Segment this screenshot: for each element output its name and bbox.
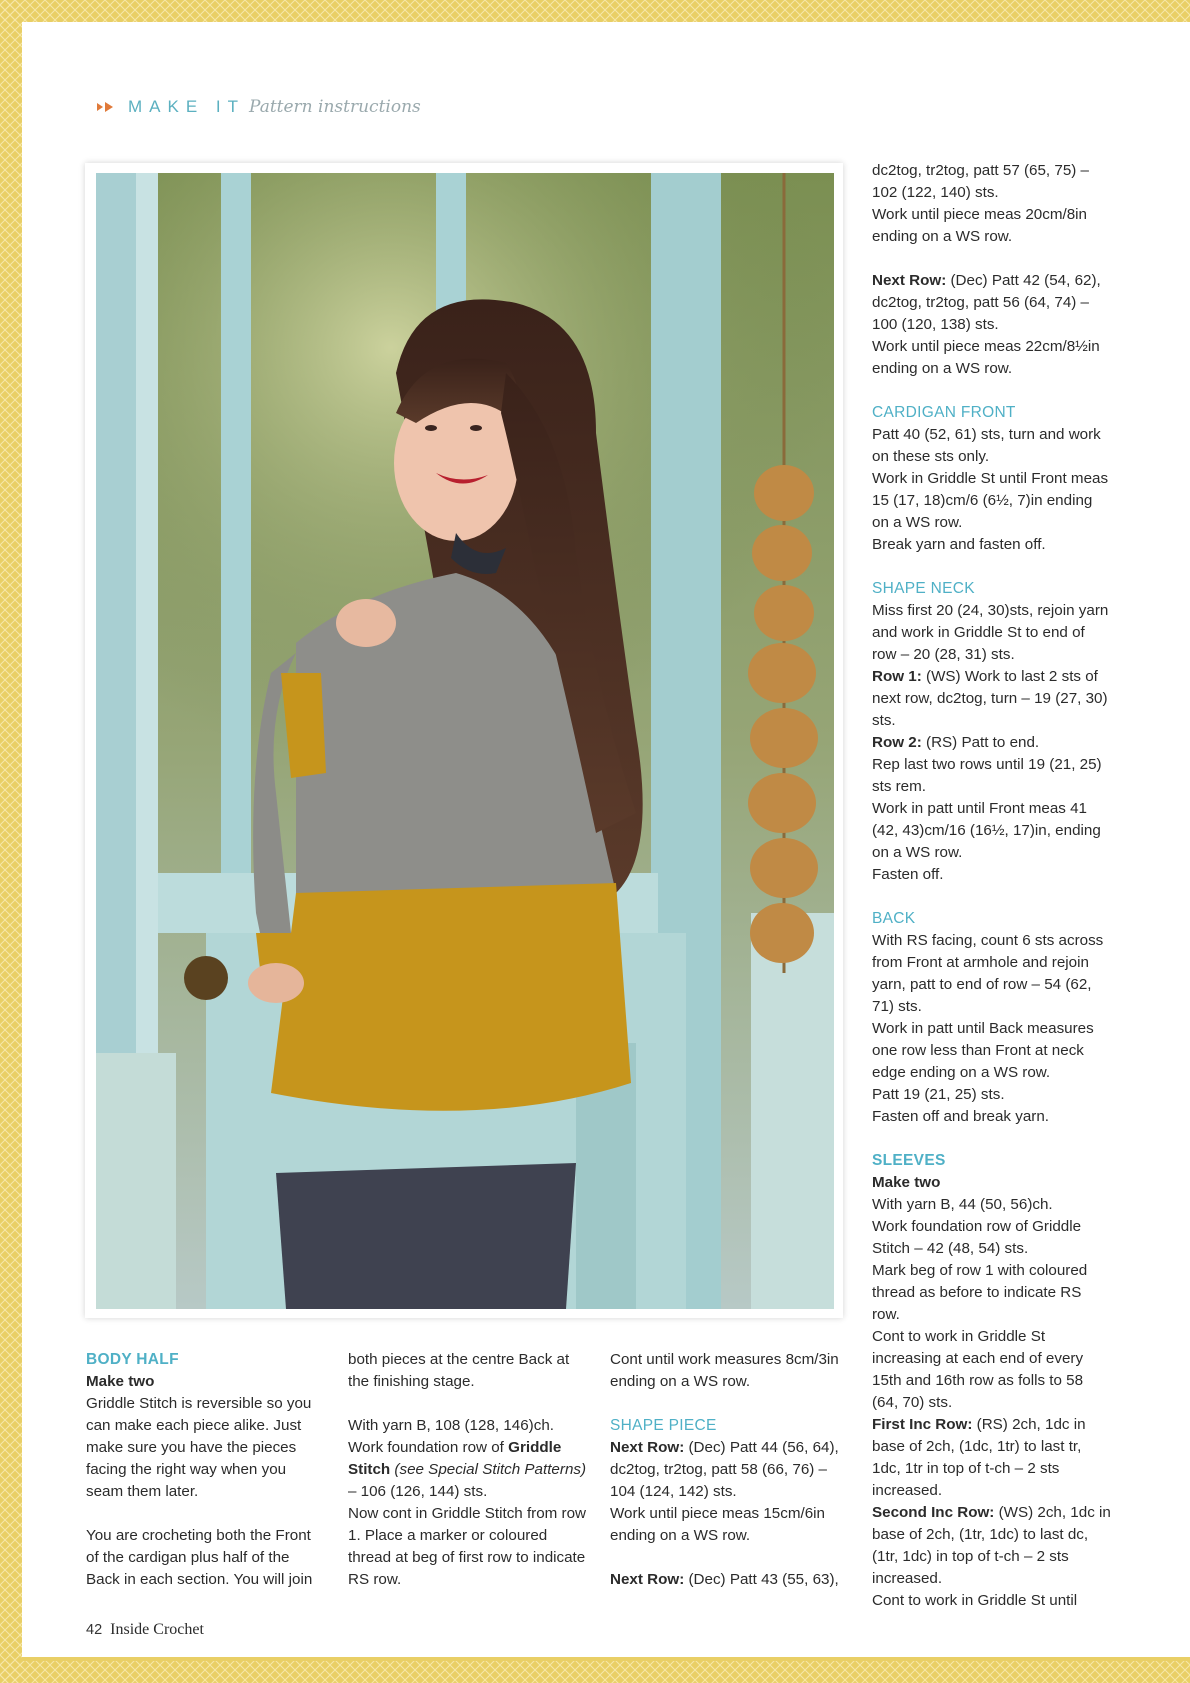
double-arrow-icon — [96, 100, 118, 114]
paragraph: Break yarn and fasten off. — [872, 536, 1046, 553]
paragraph: Work until piece meas 20cm/8in ending on a WS row. — [872, 206, 1087, 245]
paragraph: Work until piece meas 15cm/6in ending on a WS row. — [610, 1505, 825, 1544]
paragraph: With RS facing, count 6 sts across from Front at armhole and rejoin yarn, patt to end of row – 54 (62, 71) sts. — [872, 932, 1104, 1015]
paragraph: Next Row: (Dec) Patt 42 (54, 62), dc2tog, tr2tog, patt 56 (64, 74) – 100 (120, 138) sts. — [872, 272, 1101, 333]
paragraph: Second Inc Row: (WS) 2ch, 1dc in base of 2ch, (1tr, 1dc) to last dc, (1tr, 1dc) in top of t-ch – 2 sts increased. — [872, 1504, 1111, 1587]
paragraph: Fasten off and break yarn. — [872, 1108, 1050, 1125]
paragraph: both pieces at the centre Back at the finishing stage. — [348, 1351, 570, 1390]
paragraph: Now cont in Griddle Stitch from row 1. Place a marker or coloured thread at beg of first row to indicate RS row. — [348, 1505, 587, 1588]
paragraph: With yarn B, 108 (128, 146)ch. — [348, 1417, 554, 1434]
page-footer — [86, 1621, 204, 1639]
column-1 — [86, 1349, 326, 1591]
paragraph: Work in patt until Back measures one row less than Front at neck edge ending on a WS row. — [872, 1020, 1094, 1081]
paragraph: Work until piece meas 22cm/8½in ending on a WS row. — [872, 338, 1100, 377]
heading-shape-neck: SHAPE NECK — [872, 580, 975, 597]
paragraph: Work in Griddle St until Front meas 15 (17, 18)cm/6 (6½, 7)in ending on a WS row. — [872, 470, 1109, 531]
paragraph: You are crocheting both the Front of the cardigan plus half of the Back in each section. You will join — [86, 1527, 313, 1588]
column-3 — [610, 1349, 850, 1591]
paragraph: First Inc Row: (RS) 2ch, 1dc in base of 2ch, (1dc, 1tr) to last tr, 1dc, 1tr in top of t-ch – 2 sts increased. — [872, 1416, 1086, 1499]
page-number: 42 — [86, 1622, 103, 1638]
paragraph: Next Row: (Dec) Patt 43 (55, 63), — [610, 1571, 839, 1588]
magazine-name: Inside Crochet — [110, 1621, 204, 1638]
heading-cardigan-front: CARDIGAN FRONT — [872, 404, 1016, 421]
paragraph: dc2tog, tr2tog, patt 57 (65, 75) – 102 (122, 140) sts. — [872, 162, 1089, 201]
paragraph: Patt 19 (21, 25) sts. — [872, 1086, 1005, 1103]
paragraph: Row 2: (RS) Patt to end. — [872, 734, 1040, 751]
paragraph: Cont to work in Griddle St until — [872, 1592, 1078, 1609]
section-label: MAKE IT — [128, 97, 246, 116]
paragraph: Work in patt until Front meas 41 (42, 43)cm/16 (16½, 17)in, ending on a WS row. — [872, 800, 1101, 861]
paragraph: Fasten off. — [872, 866, 944, 883]
subheading-make-two: Make two — [872, 1174, 941, 1191]
paragraph: Griddle Stitch is reversible so you can make each piece alike. Just make sure you have the pieces facing the right way when you seam them later. — [86, 1395, 312, 1500]
heading-shape-piece: SHAPE PIECE — [610, 1417, 717, 1434]
paragraph: Rep last two rows until 19 (21, 25) sts rem. — [872, 756, 1102, 795]
column-4 — [872, 160, 1112, 1612]
paragraph: With yarn B, 44 (50, 56)ch. — [872, 1196, 1053, 1213]
column-2 — [348, 1349, 588, 1591]
page-header — [96, 95, 421, 119]
heading-sleeves: SLEEVES — [872, 1152, 946, 1169]
model-photo — [96, 173, 834, 1309]
heading-back: BACK — [872, 910, 916, 927]
paragraph: Cont to work in Griddle St increasing at each end of every 15th and 16th row as folls to 58 (64, 70) sts. — [872, 1328, 1084, 1411]
paragraph: Miss first 20 (24, 30)sts, rejoin yarn and work in Griddle St to end of row – 20 (28, 31) sts. — [872, 602, 1109, 663]
paragraph: Work foundation row of Griddle Stitch (see Special Stitch Patterns) – 106 (126, 144) sts. — [348, 1439, 587, 1500]
paragraph: Cont until work measures 8cm/3in ending on a WS row. — [610, 1351, 839, 1390]
paragraph: Row 1: (WS) Work to last 2 sts of next row, dc2tog, turn – 19 (27, 30) sts. — [872, 668, 1108, 729]
heading-body-half: BODY HALF — [86, 1351, 179, 1368]
subheading-make-two: Make two — [86, 1373, 155, 1390]
paragraph: Next Row: (Dec) Patt 44 (56, 64), dc2tog, tr2tog, patt 58 (66, 76) – 104 (124, 142) sts. — [610, 1439, 839, 1500]
paragraph: Patt 40 (52, 61) sts, turn and work on these sts only. — [872, 426, 1101, 465]
paragraph: Work foundation row of Griddle Stitch – 42 (48, 54) sts. — [872, 1218, 1082, 1257]
section-subtitle: Pattern instructions — [249, 97, 421, 117]
paragraph: Mark beg of row 1 with coloured thread as before to indicate RS row. — [872, 1262, 1088, 1323]
